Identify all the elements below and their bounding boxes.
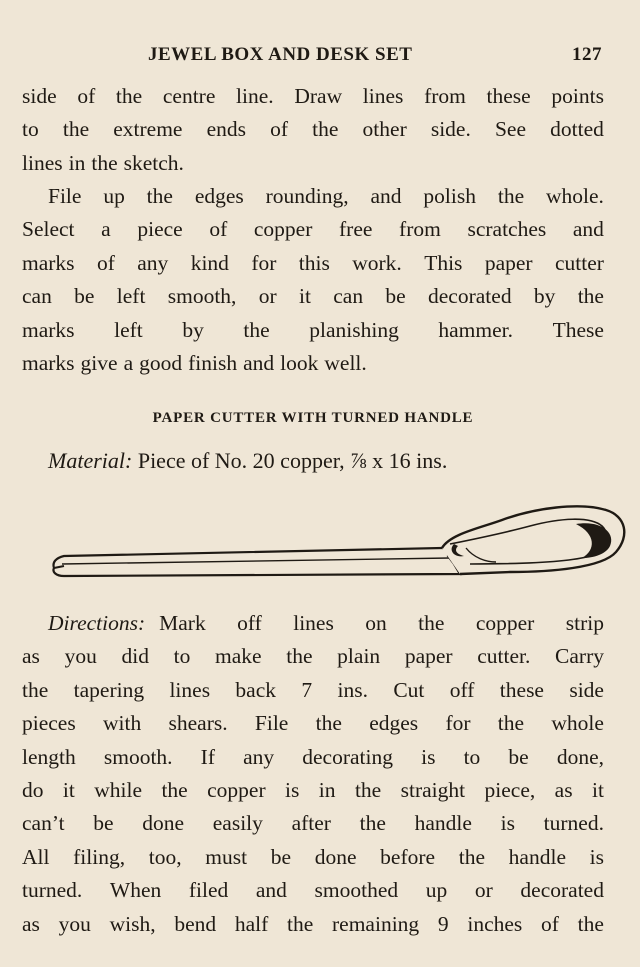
text-line: marks give a good finish and look well. bbox=[22, 350, 367, 375]
text-line: as you did to make the plain paper cutter. Carry bbox=[22, 644, 604, 669]
paper-cutter-drawing bbox=[50, 498, 626, 580]
page-number: 127 bbox=[572, 44, 602, 65]
text-line: pieces with shears. File the edges for the whole bbox=[22, 711, 604, 736]
paper-cutter-illustration bbox=[50, 498, 626, 580]
text-line: length smooth. If any decorating is to be done, bbox=[22, 744, 604, 769]
text-line: as you wish, bend half the remaining 9 inches of the bbox=[22, 911, 604, 936]
section-heading: PAPER CUTTER WITH TURNED HANDLE bbox=[152, 410, 474, 426]
text-line: All filing, too, must be done before the handle is bbox=[22, 844, 604, 869]
paragraph-continuation bbox=[22, 80, 604, 180]
text-line: can’t be done easily after the handle is turned. bbox=[22, 811, 604, 836]
text-line: marks left by the planishing hammer. These bbox=[22, 317, 604, 342]
text-line: to the extreme ends of the other side. See dotted bbox=[22, 117, 604, 142]
text-line: Select a piece of copper free from scratches and bbox=[22, 217, 604, 242]
material-label: Material: bbox=[48, 448, 133, 473]
text-line: turned. When filed and smoothed up or decorated bbox=[22, 878, 604, 903]
text-line: lines in the sketch. bbox=[22, 150, 184, 175]
text-line: marks of any kind for this work. This paper cutter bbox=[22, 250, 604, 275]
text-line: do it while the copper is in the straight piece, as it bbox=[22, 777, 604, 802]
directions-paragraph bbox=[22, 607, 604, 941]
running-head bbox=[22, 44, 604, 70]
text-line: the tapering lines back 7 ins. Cut off these side bbox=[22, 677, 604, 702]
running-title: JEWEL BOX AND DESK SET bbox=[148, 44, 413, 65]
directions-first-line: Mark off lines on the copper strip bbox=[159, 611, 604, 635]
paragraph-finishing bbox=[22, 180, 604, 380]
material-line bbox=[48, 448, 447, 474]
text-line: can be left smooth, or it can be decorated by the bbox=[22, 284, 604, 309]
directions-label: Directions: bbox=[48, 611, 146, 635]
material-text: Piece of No. 20 copper, ⅞ x 16 ins. bbox=[137, 448, 448, 473]
text-line: File up the edges rounding, and polish the whole. bbox=[48, 184, 604, 208]
text-line: side of the centre line. Draw lines from these points bbox=[22, 84, 604, 108]
text-line bbox=[22, 607, 604, 640]
